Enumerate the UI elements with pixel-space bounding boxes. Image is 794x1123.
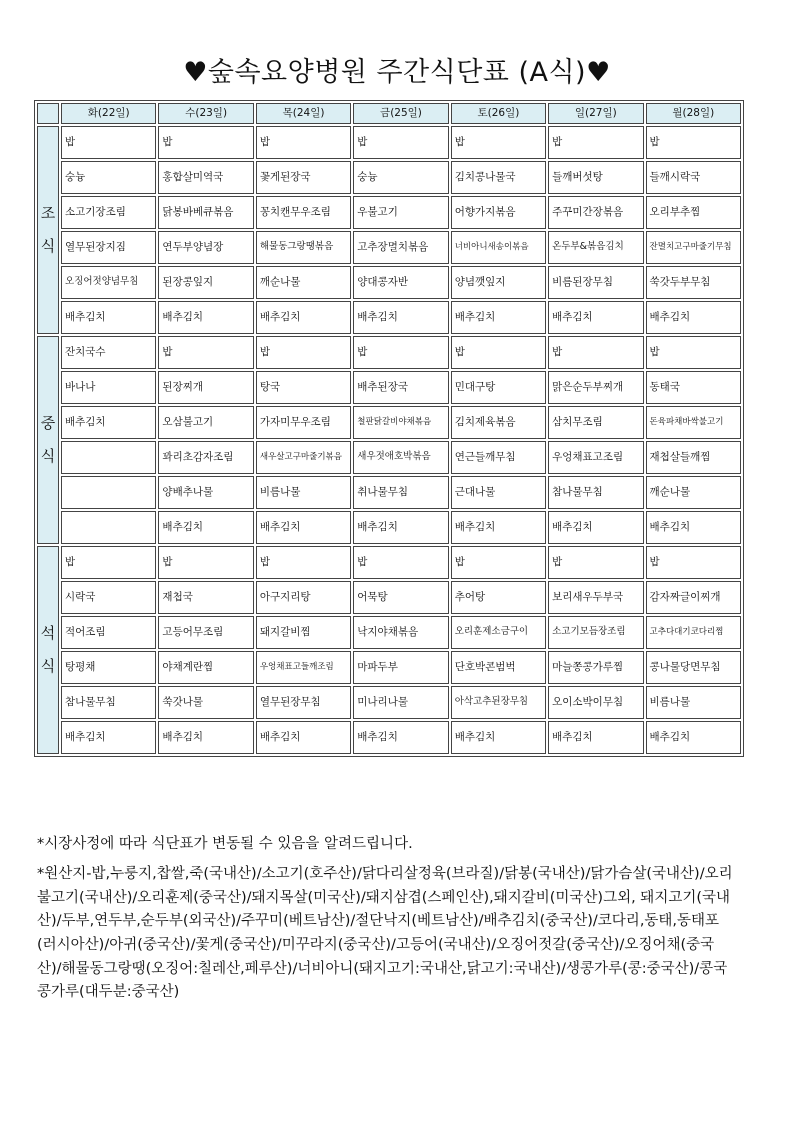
menu-row	[37, 686, 741, 719]
menu-cell: 밥	[646, 546, 741, 579]
menu-row	[37, 511, 741, 544]
day-header: 일(27일)	[548, 103, 643, 124]
menu-cell: 오리훈제소금구이	[451, 616, 546, 649]
menu-cell: 감자짜글이찌개	[646, 581, 741, 614]
menu-cell: 배추된장국	[353, 371, 448, 404]
menu-cell: 밥	[158, 546, 253, 579]
menu-cell: 소고기모듬장조림	[548, 616, 643, 649]
menu-cell: 고추장멸치볶음	[353, 231, 448, 264]
menu-cell: 닭봉바베큐볶음	[158, 196, 253, 229]
day-header: 수(23일)	[158, 103, 253, 124]
menu-cell: 새우젓애호박볶음	[353, 441, 448, 474]
menu-cell: 낙지야채볶음	[353, 616, 448, 649]
menu-cell: 취나물무침	[353, 476, 448, 509]
menu-cell: 단호박콘범벅	[451, 651, 546, 684]
menu-cell: 밥	[353, 546, 448, 579]
menu-row	[37, 616, 741, 649]
meal-label	[37, 546, 59, 754]
menu-row	[37, 476, 741, 509]
menu-cell: 밥	[158, 126, 253, 159]
menu-cell: 밥	[548, 336, 643, 369]
menu-cell: 된장찌개	[158, 371, 253, 404]
menu-cell: 아삭고추된장무침	[451, 686, 546, 719]
menu-cell: 밥	[451, 336, 546, 369]
menu-cell: 배추김치	[256, 721, 351, 754]
corner-cell	[37, 103, 59, 124]
menu-cell: 맑은순두부찌개	[548, 371, 643, 404]
meal-label	[37, 126, 59, 334]
menu-cell: 밥	[256, 546, 351, 579]
menu-cell: 밥	[353, 126, 448, 159]
menu-cell: 추어탕	[451, 581, 546, 614]
menu-cell: 배추김치	[548, 721, 643, 754]
menu-cell: 배추김치	[353, 721, 448, 754]
menu-cell: 오이소박이무침	[548, 686, 643, 719]
menu-cell: 밥	[256, 336, 351, 369]
menu-cell: 배추김치	[451, 721, 546, 754]
menu-row	[37, 196, 741, 229]
meal-label-char: 식	[40, 657, 56, 675]
menu-cell: 배추김치	[158, 301, 253, 334]
menu-cell: 배추김치	[646, 721, 741, 754]
menu-cell: 돈육파채바싹불고기	[646, 406, 741, 439]
menu-row	[37, 301, 741, 334]
menu-cell: 재첩살들깨찜	[646, 441, 741, 474]
menu-cell: 열무된장지짐	[61, 231, 156, 264]
menu-cell: 탕국	[256, 371, 351, 404]
menu-cell: 밥	[451, 546, 546, 579]
menu-cell: 소고기장조림	[61, 196, 156, 229]
meal-label-char: 식	[40, 447, 56, 465]
menu-cell: 탕평채	[61, 651, 156, 684]
menu-cell: 양념깻잎지	[451, 266, 546, 299]
change-notice: *시장사정에 따라 식단표가 변동될 수 있음을 알려드립니다.	[37, 836, 413, 852]
menu-cell: 깨순나물	[646, 476, 741, 509]
menu-cell: 철판닭갈비야채볶음	[353, 406, 448, 439]
menu-cell: 연두부양념장	[158, 231, 253, 264]
menu-cell: 우엉채표고조림	[548, 441, 643, 474]
menu-cell: 참나물무침	[61, 686, 156, 719]
menu-cell: 고등어무조림	[158, 616, 253, 649]
menu-cell: 된장콩잎지	[158, 266, 253, 299]
menu-cell: 돼지갈비찜	[256, 616, 351, 649]
menu-cell: 고추다대기코다리찜	[646, 616, 741, 649]
menu-cell: 배추김치	[646, 511, 741, 544]
day-header: 목(24일)	[256, 103, 351, 124]
menu-cell: 바나나	[61, 371, 156, 404]
menu-cell: 비름된장무침	[548, 266, 643, 299]
menu-cell	[61, 441, 156, 474]
menu-cell: 김치콩나물국	[451, 161, 546, 194]
menu-cell: 배추김치	[256, 301, 351, 334]
menu-cell: 보리새우두부국	[548, 581, 643, 614]
menu-cell: 밥	[61, 126, 156, 159]
menu-row	[37, 231, 741, 264]
weekly-menu-table	[34, 100, 744, 757]
meal-label-char: 식	[40, 237, 56, 255]
menu-cell: 연근들깨무침	[451, 441, 546, 474]
menu-cell: 마늘쫑콩가루찜	[548, 651, 643, 684]
menu-cell: 밥	[646, 126, 741, 159]
menu-cell: 적어조림	[61, 616, 156, 649]
meal-label-char: 중	[40, 414, 56, 432]
menu-cell: 주꾸미간장볶음	[548, 196, 643, 229]
menu-cell: 배추김치	[256, 511, 351, 544]
menu-cell: 밥	[451, 126, 546, 159]
menu-cell: 배추김치	[61, 721, 156, 754]
menu-cell: 배추김치	[61, 406, 156, 439]
menu-row	[37, 721, 741, 754]
menu-cell: 밥	[61, 546, 156, 579]
day-header: 화(22일)	[61, 103, 156, 124]
menu-cell: 어묵탕	[353, 581, 448, 614]
meal-label	[37, 336, 59, 544]
menu-cell: 김치제육볶음	[451, 406, 546, 439]
day-header: 토(26일)	[451, 103, 546, 124]
menu-cell: 해물동그랑땡볶음	[256, 231, 351, 264]
menu-cell: 재첩국	[158, 581, 253, 614]
menu-cell: 민대구탕	[451, 371, 546, 404]
day-header: 금(25일)	[353, 103, 448, 124]
menu-cell: 숭늉	[353, 161, 448, 194]
menu-cell: 새우살고구마줄기볶음	[256, 441, 351, 474]
menu-cell: 오리부추찜	[646, 196, 741, 229]
menu-cell: 배추김치	[158, 721, 253, 754]
day-header-row	[37, 103, 741, 124]
menu-cell	[61, 476, 156, 509]
menu-cell: 콩나물당면무침	[646, 651, 741, 684]
menu-cell: 밥	[548, 546, 643, 579]
menu-cell: 배추김치	[451, 511, 546, 544]
menu-cell: 잔치국수	[61, 336, 156, 369]
menu-cell: 비름나물	[256, 476, 351, 509]
menu-cell: 열무된장무침	[256, 686, 351, 719]
origin-notice: *원산지-밥,누룽지,찹쌀,죽(국내산)/소고기(호주산)/닭다리살정육(브라질)/닭봉(국내산)/닭가슴살(국내산)/오리불고기(국내산)/오리훈제(중국산)/돼지목살(미국산)/돼지삼겹(스페인산),돼지갈비(미국산)그외, 돼지고기(국내산)/두부,연두부,순두부(외국산)/주꾸미(베트남산)/절단낙지(베트남산)/배추김치(중국산)/코다리,동태,동태포(러시아산)/아귀(중국산)/꽃게(중국산)/미꾸라지(중국산)/고등어(국내산)/오징어젓갈(중국산)/오징어채(중국산)/해물동그랑땡(오징어:칠레산,페루산)/너비아니(돼지고기:국내산,닭고기:국내산)/생콩가루(콩:중국산)/콩국콩가루(대두분:중국산)	[37, 866, 733, 1001]
menu-cell: 배추김치	[158, 511, 253, 544]
menu-cell: 밥	[646, 336, 741, 369]
menu-cell: 너비아니새송이볶음	[451, 231, 546, 264]
menu-cell: 어향가지볶음	[451, 196, 546, 229]
menu-cell: 홍합살미역국	[158, 161, 253, 194]
menu-cell: 배추김치	[548, 511, 643, 544]
menu-cell: 꽃게된장국	[256, 161, 351, 194]
menu-cell: 삼치무조림	[548, 406, 643, 439]
menu-cell: 아구지리탕	[256, 581, 351, 614]
menu-cell: 양대콩자반	[353, 266, 448, 299]
menu-cell: 배추김치	[353, 511, 448, 544]
menu-cell	[61, 511, 156, 544]
menu-cell: 동태국	[646, 371, 741, 404]
menu-cell: 양배추나물	[158, 476, 253, 509]
menu-cell: 쑥갓두부무침	[646, 266, 741, 299]
menu-cell: 밥	[353, 336, 448, 369]
menu-cell: 우엉채표고들깨조림	[256, 651, 351, 684]
menu-cell: 오삼불고기	[158, 406, 253, 439]
menu-cell: 쑥갓나물	[158, 686, 253, 719]
menu-row	[37, 266, 741, 299]
menu-row	[37, 651, 741, 684]
menu-row	[37, 441, 741, 474]
menu-cell: 숭늉	[61, 161, 156, 194]
menu-row	[37, 581, 741, 614]
menu-cell: 깨순나물	[256, 266, 351, 299]
menu-cell: 가자미무우조림	[256, 406, 351, 439]
menu-cell: 꽈리초감자조림	[158, 441, 253, 474]
menu-row	[37, 336, 741, 369]
menu-cell: 잔멸치고구마줄기무침	[646, 231, 741, 264]
menu-cell: 야채계란찜	[158, 651, 253, 684]
menu-cell: 꽁치캔무우조림	[256, 196, 351, 229]
menu-cell: 배추김치	[353, 301, 448, 334]
menu-cell: 근대나물	[451, 476, 546, 509]
menu-cell: 밥	[256, 126, 351, 159]
menu-cell: 마파두부	[353, 651, 448, 684]
meal-label-char: 석	[40, 624, 56, 642]
menu-cell: 시락국	[61, 581, 156, 614]
menu-row	[37, 161, 741, 194]
menu-cell: 밥	[158, 336, 253, 369]
day-header: 월(28일)	[646, 103, 741, 124]
menu-row	[37, 546, 741, 579]
menu-cell: 배추김치	[451, 301, 546, 334]
menu-cell: 배추김치	[646, 301, 741, 334]
menu-row	[37, 126, 741, 159]
menu-cell: 온두부&볶음김치	[548, 231, 643, 264]
meal-label-char: 조	[40, 204, 56, 222]
menu-cell: 오징어젓양념무침	[61, 266, 156, 299]
menu-cell: 밥	[548, 126, 643, 159]
menu-cell: 미나리나물	[353, 686, 448, 719]
menu-cell: 참나물무침	[548, 476, 643, 509]
page-title: ♥숲속요양병원 주간식단표 (A식)♥	[183, 57, 611, 88]
menu-cell: 들깨버섯탕	[548, 161, 643, 194]
menu-cell: 배추김치	[61, 301, 156, 334]
menu-row	[37, 406, 741, 439]
menu-cell: 배추김치	[548, 301, 643, 334]
menu-cell: 들깨시락국	[646, 161, 741, 194]
menu-cell: 비름나물	[646, 686, 741, 719]
menu-row	[37, 371, 741, 404]
menu-cell: 우불고기	[353, 196, 448, 229]
